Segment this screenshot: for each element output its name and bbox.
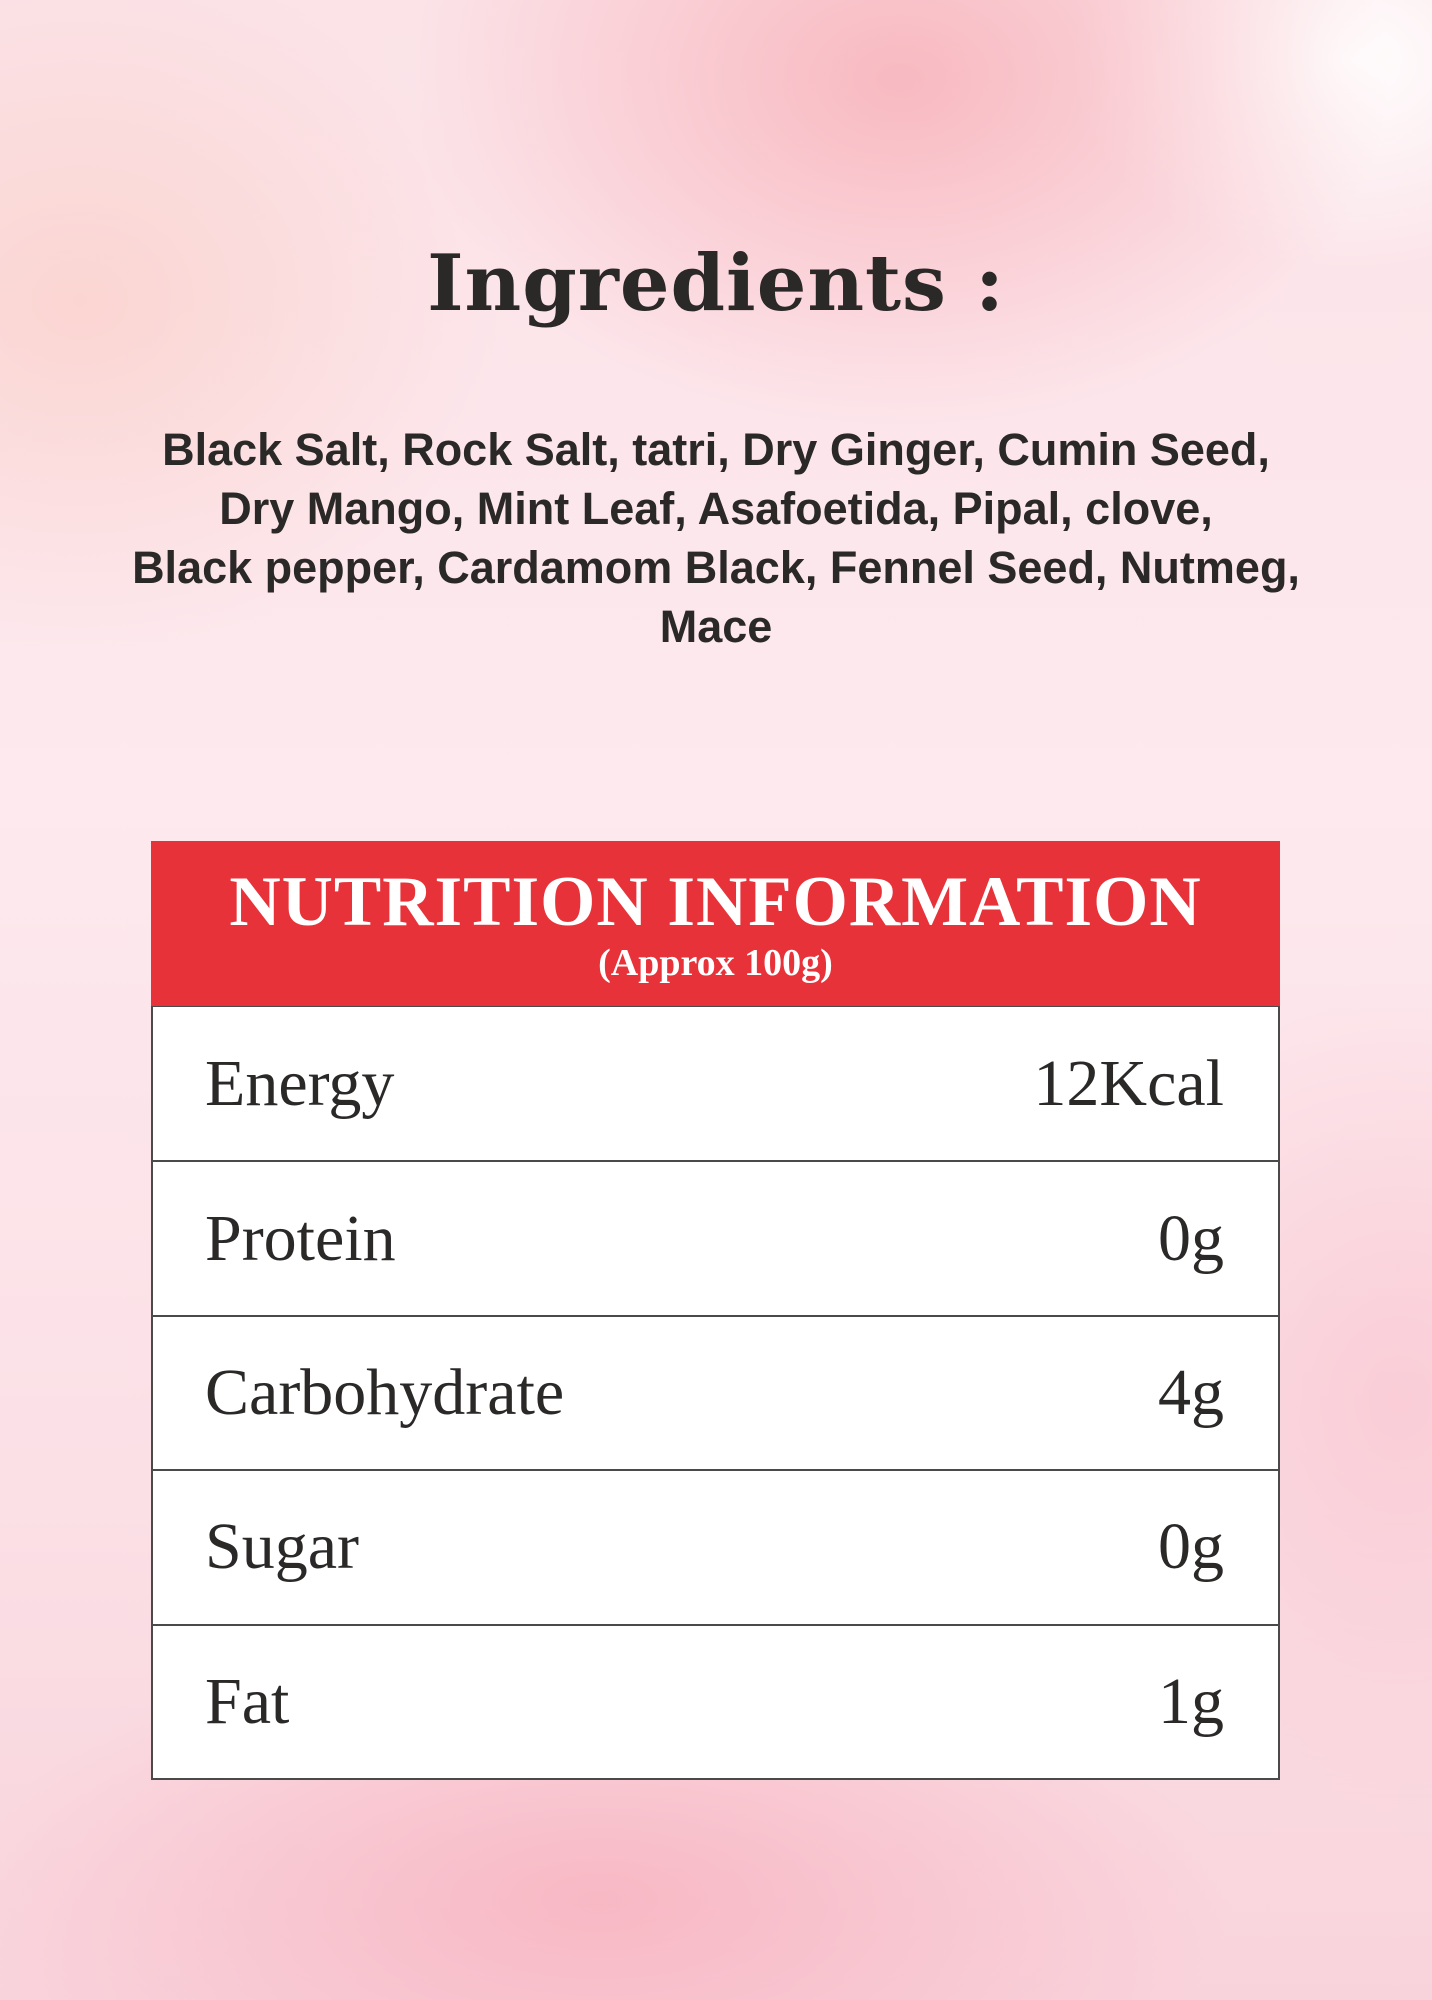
nutrient-value: 0g	[1158, 1510, 1224, 1584]
nutrient-label: Energy	[205, 1046, 395, 1120]
nutrition-row-protein	[153, 1160, 1278, 1314]
nutrient-label: Sugar	[205, 1510, 359, 1584]
nutrition-rows	[151, 1006, 1280, 1780]
nutrient-value: 12Kcal	[1033, 1046, 1224, 1120]
nutrient-label: Fat	[205, 1664, 290, 1738]
ingredients-line: Black Salt, Rock Salt, tatri, Dry Ginger, Cumin Seed,	[162, 424, 1270, 475]
nutrition-row-sugar	[153, 1469, 1278, 1623]
ingredients-heading: Ingredients :	[427, 238, 1005, 329]
ingredients-line: Mace	[659, 601, 773, 652]
nutrient-value: 0g	[1158, 1201, 1224, 1275]
nutrient-value: 1g	[1158, 1664, 1224, 1738]
nutrition-table	[151, 841, 1280, 1780]
nutrition-row-carbohydrate	[153, 1315, 1278, 1469]
nutrient-label: Carbohydrate	[205, 1355, 565, 1429]
ingredients-text	[60, 420, 1372, 656]
ingredients-line: Black pepper, Cardamom Black, Fennel Seed, Nutmeg,	[132, 542, 1300, 593]
nutrient-label: Protein	[205, 1201, 396, 1275]
nutrition-subtitle: (Approx 100g)	[598, 942, 833, 984]
nutrition-header	[151, 841, 1280, 1006]
nutrition-row-energy	[153, 1006, 1278, 1160]
nutrition-title: NUTRITION INFORMATION	[229, 863, 1202, 941]
ingredients-line: Dry Mango, Mint Leaf, Asafoetida, Pipal, clove,	[219, 483, 1213, 534]
nutrition-row-fat	[153, 1624, 1278, 1778]
nutrient-value: 4g	[1158, 1355, 1224, 1429]
